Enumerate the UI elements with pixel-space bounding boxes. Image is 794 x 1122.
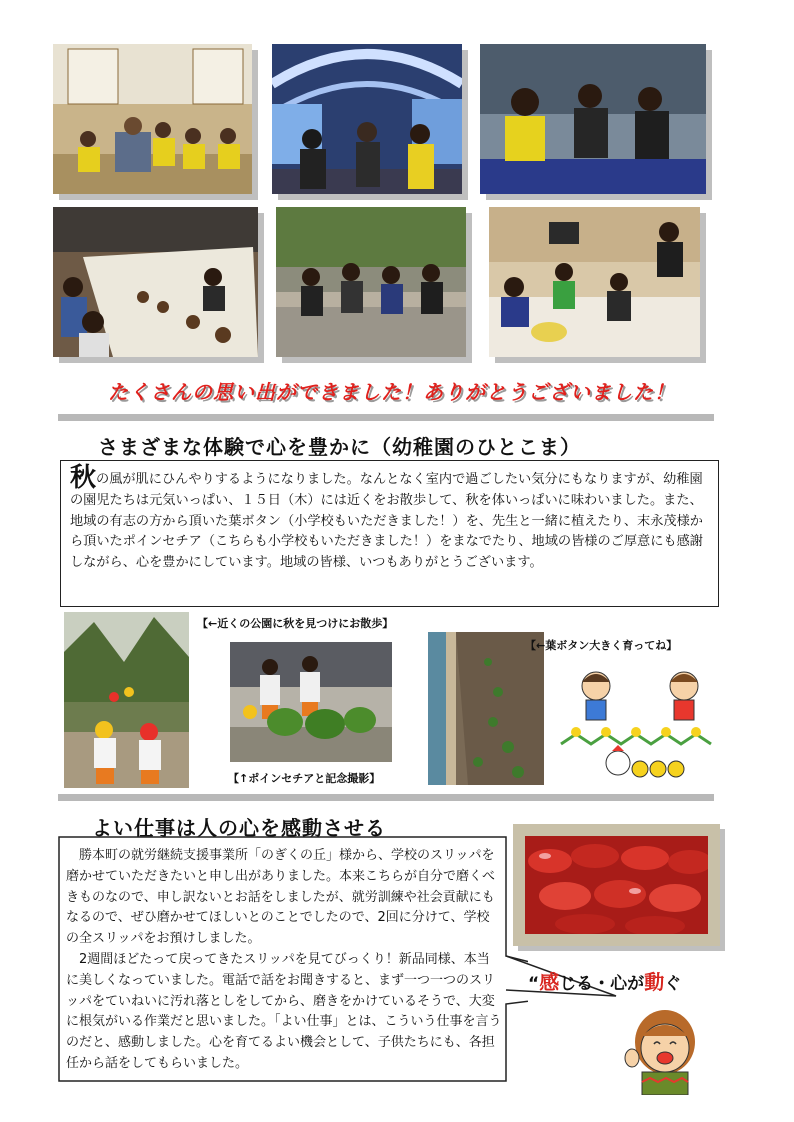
photo-park-bench bbox=[276, 207, 466, 357]
photo-poinsettia bbox=[230, 642, 392, 762]
work-paragraph-2: 2週間ほどたって戻ってきたスリッパを見てびっくり！新品同様、本当に美しくなっていました。電話で話をお聞きすると、まず一つ一つのスリッパをていねいに汚れ落としをしてから、磨きをかけているそうで、大変に根気がいる作業だと思いました。「よい仕事」とは、こういう仕事を言うのだと、感動しました。心を育てるよい機会として、子供たちにも、各担任から話をしてもらいました。 bbox=[66, 951, 502, 1071]
photo-forest-walk bbox=[64, 612, 189, 788]
drop-cap: 秋 bbox=[70, 463, 97, 493]
work-paragraph-1: 勝本町の就労継続支援事業所「のぎくの丘」様から、学校のスリッパを磨かせていただきたいと申し出がありました。本来こちらが自分で磨くべきものなので、申し訳ないとお話をしましたが、就労訓練や社会貢献にもなるので、ぜひ磨かせてほしいとのことでしたので、2回に分けて、学校の全スリッパをお預けしました。 bbox=[66, 848, 496, 947]
chick-character-icon bbox=[604, 743, 686, 781]
photo-hotel-room bbox=[489, 207, 700, 357]
photo-exhibit-desk bbox=[480, 44, 706, 194]
section-divider bbox=[58, 794, 714, 801]
caption-habotan: 【←葉ボタン大きく育ってね】 bbox=[525, 639, 678, 652]
child-character-icon bbox=[620, 1000, 710, 1095]
work-heading: よい仕事は人の心を感動させる bbox=[92, 816, 386, 840]
caption-poinsettia: 【↑ポインセチアと記念撮影】 bbox=[228, 772, 381, 785]
kids-flowers-illustration bbox=[556, 656, 726, 756]
feel-move-quote: “感じる・心が動ぐ bbox=[528, 970, 682, 994]
photo-space-tunnel bbox=[272, 44, 462, 194]
work-text bbox=[66, 846, 502, 1075]
kindergarten-paragraph: 秋の風が肌にひんやりするようになりました。なんとなく室内で過ごしたい気分にもなりますが、幼稚園の園児たちは元気いっぱい、１５日（木）には近くをお散歩して、秋を体いっぱいに味わいました。また、地域の有志の方から頂いた葉ボタン（小学校もいただきました！）を、先生と一緒に植えたり、末永茂様から頂いたポインセチア（こちらも小学校もいただきました！）をまなでたり、地域の皆様のご厚意にも感謝しながら、心を豊かにしています。地域の皆様、いつもありがとうございます。 bbox=[70, 463, 703, 570]
photo-flowerbed bbox=[428, 632, 544, 785]
caption-walk: 【←近くの公園に秋を見つけにお散歩】 bbox=[197, 617, 394, 630]
kindergarten-heading: さまざまな体験で心を豊かに（幼稚園のひとこま） bbox=[98, 435, 581, 459]
thank-you-banner: たくさんの思い出ができました！ありがとうございました！ bbox=[108, 380, 675, 404]
section-divider bbox=[58, 414, 714, 421]
photo-slippers bbox=[525, 836, 708, 934]
photo-tatami-room bbox=[53, 44, 252, 194]
slippers-photo-frame bbox=[513, 824, 720, 946]
kindergarten-text-box bbox=[60, 460, 719, 607]
photo-dining-hall bbox=[53, 207, 258, 357]
